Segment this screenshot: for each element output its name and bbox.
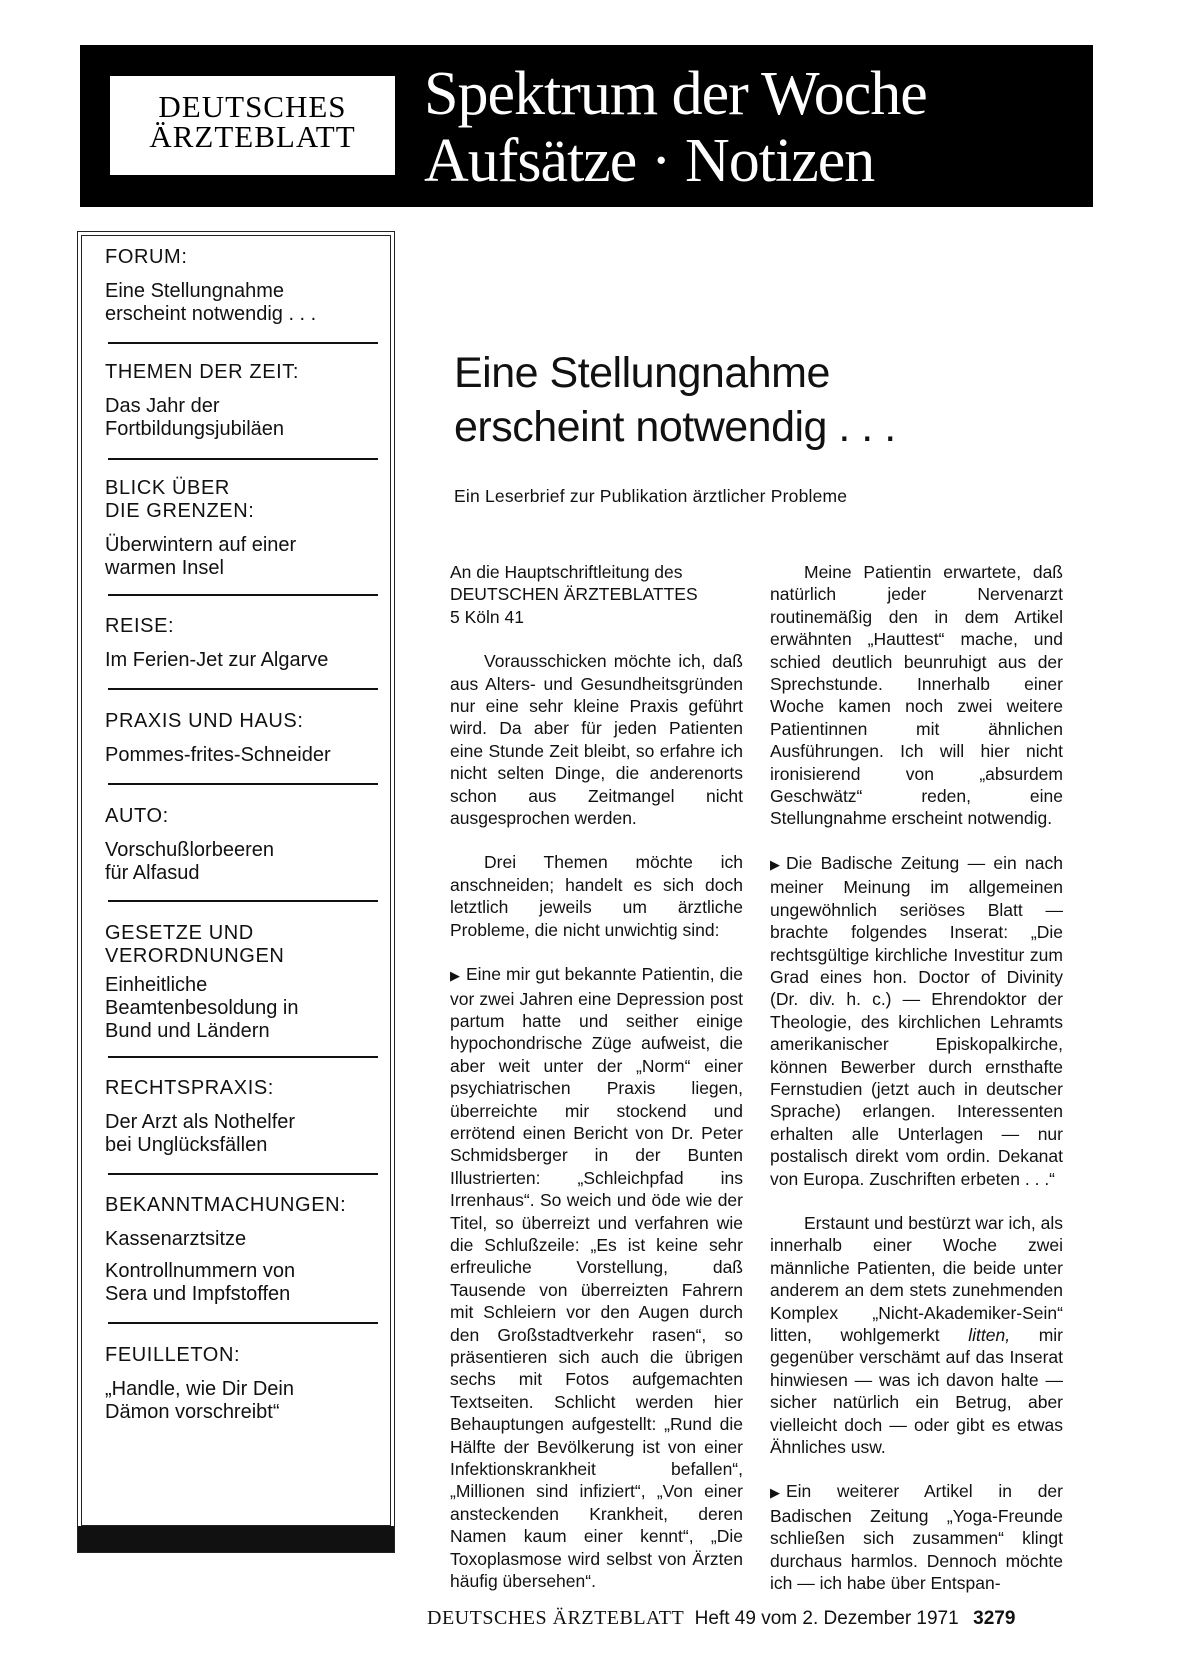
headline-line-2: erscheint notwendig . . . (454, 403, 896, 451)
address-line: 5 Köln 41 (450, 606, 524, 627)
toc-entry[interactable]: Pommes-frites-Schneider (105, 744, 331, 766)
footer-magazine-name: DEUTSCHES ÄRZTEBLATT (427, 1607, 685, 1629)
article-paragraph: Drei Themen möchte ich anschneiden; handelt es sich doch letztlich jeweils um ärztliche Probleme, die nicht unwichtig sind: (450, 852, 743, 940)
toc-heading: FORUM: (105, 246, 188, 268)
article-paragraph: Meine Patientin erwartete, daß natürlich jeder Nervenarzt routinemäßig den in dem Artikel erwähnten „Hauttest“ mache, und schied deutlich beunruhigt aus der Sprechstunde. Innerhalb einer Woche kamen noch zwei weitere Patientinnen mit ähnlichen Ausführungen. Ich will hier nicht ironisierend von „absurdem Geschwätz“ reden, eine Stellungnahme erscheint notwendig. (770, 562, 1063, 829)
toc-entry[interactable]: Das Jahr der Fortbildungsjubiläen (105, 395, 285, 440)
toc-entry[interactable]: Überwintern auf einer warmen Insel (105, 534, 297, 579)
article-paragraph: Vorausschicken möchte ich, daß aus Alters- und Gesundheitsgründen nur eine sehr kleine Praxis geführt wird. Da aber für jeden Patienten eine Stunde Zeit bleibt, so erfahre ich nicht selten Dinge, die anderenorts schon aus Zeitmangel nicht ausgesprochen werden. (450, 651, 743, 829)
headline-line-1: Eine Stellungnahme (454, 349, 830, 397)
toc-heading: RECHTSPRAXIS: (105, 1077, 274, 1099)
article-paragraph (770, 1212, 1063, 1458)
toc-section-gesetze (105, 922, 370, 1043)
address-line: DEUTSCHEN ÄRZTEBLATTES (450, 584, 698, 605)
article-paragraph (770, 852, 1063, 1190)
triangle-bullet-icon: ▶ (770, 1485, 780, 1501)
toc-section-themen (105, 361, 370, 441)
toc-entry[interactable]: Vorschußlorbeeren für Alfasud (105, 839, 274, 884)
toc-divider (108, 342, 378, 344)
toc-section-auto (105, 805, 370, 885)
toc-heading: FEUILLETON: (105, 1344, 241, 1366)
toc-entry[interactable]: Im Ferien-Jet zur Algarve (105, 649, 329, 671)
table-of-contents (77, 231, 395, 1553)
article-column-left (450, 561, 743, 1614)
emphasized-word: litten, (968, 1325, 1011, 1345)
toc-divider (108, 1056, 378, 1058)
toc-entry[interactable]: Einheitliche Beamtenbesoldung in Bund und Ländern (105, 974, 299, 1042)
page-footer (427, 1607, 1015, 1630)
section-title-line-1: Spektrum der Woche (424, 60, 927, 128)
footer-issue: Heft 49 vom 2. Dezember 1971 (694, 1608, 959, 1629)
toc-heading: AUTO: (105, 805, 169, 827)
article-subtitle: Ein Leserbrief zur Publikation ärztlicher Probleme (454, 486, 848, 506)
toc-entry[interactable]: „Handle, wie Dir Dein Dämon vorschreibt“ (105, 1378, 294, 1423)
toc-heading: REISE: (105, 615, 175, 637)
letter-address (450, 561, 743, 628)
paragraph-text: Ein weiterer Artikel in der Badischen Zeitung „Yoga-Freunde schließen sich zusammen“ klingt durchaus harmlos. Dennoch möchte ich — ich habe über Entspan- (770, 1481, 1063, 1594)
toc-divider (108, 594, 378, 596)
toc-divider (108, 900, 378, 902)
logo-line-2: ÄRZTEBLATT (149, 119, 356, 154)
article-paragraph (450, 963, 743, 1592)
toc-section-rechtspraxis (105, 1077, 370, 1157)
toc-section-praxis (105, 710, 370, 767)
toc-heading: THEMEN DER ZEIT: (105, 361, 300, 383)
triangle-bullet-icon: ▶ (450, 968, 460, 984)
article-headline (454, 346, 1074, 454)
toc-divider (108, 783, 378, 785)
paragraph-text: Die Badische Zeitung — ein nach meiner Meinung im allgemeinen ungewöhnlich seriöses Blatt — brachte folgendes Inserat: „Die rechtsgültige kirchliche Investitur zum Grad eines hon. Doctor of Divinity (Dr. div. h. c.) — Ehrendoktor der Theologie, des kirchlichen Lehramts amerikanischer Episkopalkirche, können Bewerber durch ernsthafte Fernstudien (jetzt auch in deutscher Sprache) erlangen. Interessenten erhalten alle Unterlagen — nur postalisch direkt vom ordin. Dekanat von Europa. Zuschriften erbeten . . .“ (770, 852, 1063, 1189)
section-title-line-2: Aufsätze · Notizen (424, 127, 875, 195)
toc-divider (108, 458, 378, 460)
paragraph-text: Eine mir gut bekannte Patientin, die vor zwei Jahren eine Depression post partum hatte und seither einige hypochondrische Züge aufweist, die aber weit unter der „Norm“ einer psychiatrischen Praxis liegen, überreichte mir stockend und errötend einen Bericht von Dr. Peter Schmidsberger in der Bunten Illustrierten: „Schleichpfad ins Irrenhaus“. So weich und öde wie der Titel, so überreizt und verfahren wie die Schlußzeile: „Es ist keine sehr erfreuliche Vorstellung, daß Tausende von überreizten Fahrern mit Schleiern vor den Augen durch den Großstadtverkehr rasen“, so präsentieren sich auch die übrigen sechs mit Fotos aufgemachten Textseiten. Schlicht werden hier Behauptungen aufgestellt: „Rund die Hälfte der Bevölkerung ist von einer Infektionskrankheit befallen“, „Millionen sind infiziert“, „Von einer ansteckenden Krankheit, deren Namen kaum einer kennt“, „Die Toxoplasmose wird selbst von Ärzten häufig übersehen“. (450, 964, 743, 1592)
toc-entry[interactable]: Der Arzt als Nothelfer bei Unglücksfällen (105, 1111, 296, 1156)
paragraph-text: Erstaunt und bestürzt war ich, als innerhalb einer Woche zwei männliche Patienten, die beide unter anderem an dem stets zunehmenden Komplex „Nicht-Akademiker-Sein“ litten, wohlgemerkt (770, 1212, 1063, 1345)
toc-footer-bar (78, 1526, 394, 1552)
triangle-bullet-icon: ▶ (770, 856, 780, 872)
toc-heading: BLICK ÜBER DIE GRENZEN: (105, 477, 255, 522)
logo-line-1: DEUTSCHES (158, 89, 347, 124)
paragraph-text: mir gegenüber verschämt auf das Inserat hinwiesen — was ich davon halte — sicher natürlich ein Betrug, aber vielleicht doch — oder gibt es etwas Ähnliches usw. (770, 1325, 1063, 1458)
toc-entry[interactable]: Eine Stellungnahme erscheint notwendig . . . (105, 280, 317, 325)
toc-entry[interactable]: Kontrollnummern von Sera und Impfstoffen (105, 1260, 296, 1305)
toc-divider (108, 688, 378, 690)
toc-entry[interactable]: Kassenarztsitze (105, 1228, 247, 1250)
toc-section-bekanntmachungen (105, 1194, 370, 1306)
article-paragraph (770, 1480, 1063, 1594)
header-banner (80, 45, 1093, 207)
page-number: 3279 (973, 1608, 1016, 1629)
toc-divider (108, 1322, 378, 1324)
toc-section-reise (105, 615, 370, 672)
toc-heading: BEKANNTMACHUNGEN: (105, 1194, 347, 1216)
section-title (424, 61, 927, 195)
toc-divider (108, 1173, 378, 1175)
address-line: An die Hauptschriftleitung des (450, 562, 683, 582)
article-column-right (770, 561, 1063, 1616)
toc-heading: GESETZE UND VERORDNUNGEN (105, 922, 285, 967)
toc-section-feuilleton (105, 1344, 370, 1424)
toc-section-blick (105, 477, 370, 580)
toc-heading: PRAXIS UND HAUS: (105, 710, 304, 732)
toc-section-forum (105, 246, 370, 326)
magazine-logo (110, 76, 395, 175)
